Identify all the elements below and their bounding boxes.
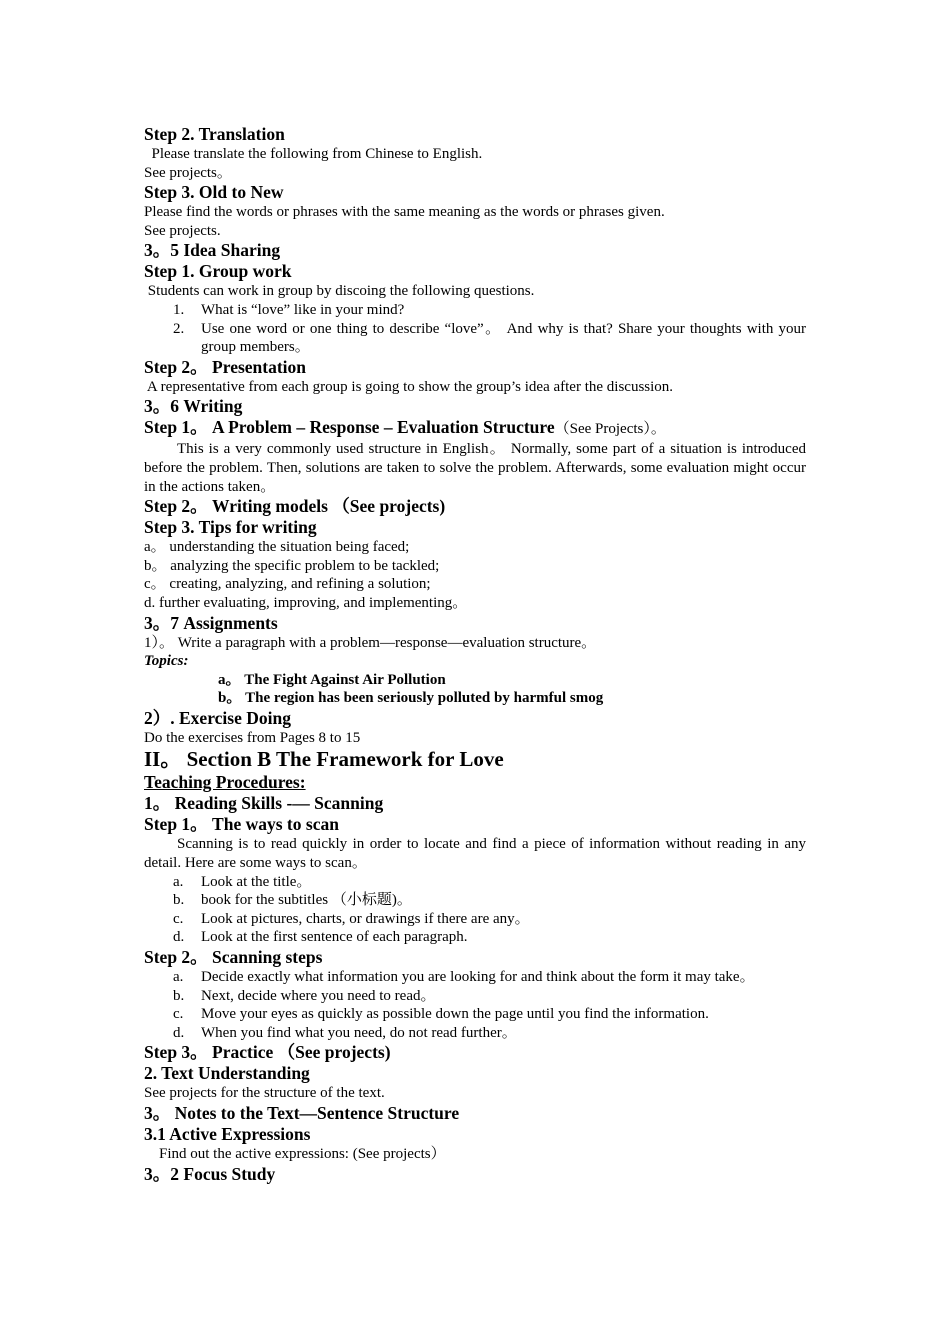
text-line: See projects. [144, 222, 221, 239]
numbered-list [144, 968, 806, 1042]
text-line: A representative from each group is going to show the group’s idea after the discussion. [144, 378, 674, 395]
section-heading [144, 1124, 806, 1145]
heading-text: 3。 Notes to the Text—Sentence Structure [144, 1103, 460, 1123]
section-heading [144, 708, 806, 729]
section-heading [144, 124, 806, 145]
section-heading [144, 947, 806, 968]
text-line: See projects for the structure of the text. [144, 1085, 385, 1102]
text-line: Please translate the following from Chinese to English. [144, 146, 483, 162]
section-heading [144, 613, 806, 634]
text-line: a。 understanding the situation being faced; [144, 539, 410, 556]
list-marker: c. [173, 910, 184, 927]
section-heading [144, 1042, 806, 1063]
list-marker: c. [173, 1006, 184, 1023]
topics-label: Topics: [144, 653, 189, 670]
heading-text: 3。5 Idea Sharing [144, 240, 281, 261]
list-item [144, 968, 806, 987]
list-item-text: Look at the title。 [201, 873, 312, 890]
heading-text: 3.1 Active Expressions [144, 1124, 311, 1144]
section-heading [144, 182, 806, 203]
heading-text: Step 1。 The ways to scan [144, 814, 339, 835]
list-marker: a. [173, 873, 184, 890]
section-heading [144, 417, 806, 440]
list-marker: d. [173, 1024, 185, 1041]
heading-text: 1。 Reading Skills -— Scanning [144, 793, 384, 814]
list-item-text: Look at pictures, charts, or drawings if there are any。 [201, 910, 530, 927]
list-item-text: book for the subtitles （小标题)。 [201, 892, 412, 909]
section-heading [144, 240, 806, 261]
list-item [144, 987, 806, 1006]
heading-note: （See Projects）。 [554, 421, 666, 438]
list-item-text: When you find what you need, do not read further。 [201, 1024, 517, 1041]
underlined-heading: Teaching Procedures: [144, 772, 306, 793]
heading-text: Step 3. Old to New [144, 182, 284, 203]
text-line: See projects。 [144, 164, 232, 181]
section-heading [144, 261, 806, 282]
text-line: Students can work in group by discoing the following questions. [144, 283, 535, 300]
list-item [144, 1024, 806, 1043]
section-heading [144, 517, 806, 538]
section-heading [144, 496, 806, 517]
topic-item: b。 The region has been seriously polluted by harmful smog [218, 690, 604, 707]
list-item [144, 301, 806, 320]
section-title: II。 Section B The Framework for Love [144, 747, 504, 772]
list-item [144, 1005, 806, 1024]
section-heading [144, 396, 806, 417]
heading-text: Step 3。 Practice （See projects) [144, 1042, 391, 1063]
list-item [144, 320, 806, 357]
text-line: 1）。 Write a paragraph with a problem—response—evaluation structure。 [144, 634, 597, 651]
text-line: d. further evaluating, improving, and implementing。 [144, 594, 468, 611]
document-page [144, 124, 806, 1185]
list-item-text: Next, decide where you need to read。 [201, 987, 436, 1004]
list-item-text: What is “love” like in your mind? [201, 301, 405, 318]
heading-text: Step 2。 Presentation [144, 356, 307, 377]
heading-text: Step 1。 A Problem – Response – Evaluation Structure [144, 417, 555, 438]
numbered-list [144, 873, 806, 947]
list-marker: a. [173, 969, 184, 986]
section-heading [144, 1164, 806, 1185]
text-line: b。 analyzing the specific problem to be tackled; [144, 557, 440, 574]
paragraph: Scanning is to read quickly in order to locate and find a piece of information without reading in any detail. Here are some ways to scan。 [144, 836, 806, 872]
list-marker: 2. [173, 320, 185, 337]
heading-text: Step 2. Translation [144, 124, 285, 144]
heading-text: 2）. Exercise Doing [144, 707, 291, 728]
list-item-text: Move your eyes as quickly as possible down the page until you find the information. [201, 1006, 709, 1023]
heading-text: 2. Text Understanding [144, 1063, 310, 1084]
list-item [144, 873, 806, 892]
list-marker: d. [173, 929, 185, 946]
heading-text: Step 3. Tips for writing [144, 517, 317, 538]
list-marker: b. [173, 987, 185, 1004]
list-item-text: Decide exactly what information you are looking for and think about the form it may take。 [201, 969, 755, 986]
heading-text: Step 1. Group work [144, 261, 292, 282]
list-marker: b. [173, 892, 185, 909]
section-heading [144, 814, 806, 835]
topic-item: a。 The Fight Against Air Pollution [218, 671, 446, 688]
section-heading [144, 1103, 806, 1124]
list-item [144, 891, 806, 910]
paragraph: This is a very commonly used structure in English。 Normally, some part of a situation is introduced before the problem. Then, solutions are taken to solve the problem. Afterwards, some evaluation might occur in the actions taken。 [144, 441, 806, 495]
list-item [144, 928, 806, 947]
list-item-text: Use one word or one thing to describe “love”。 And why is that? Share your thoughts with your group members。 [201, 320, 806, 356]
text-line: c。 creating, analyzing, and refining a solution; [144, 576, 431, 593]
section-heading [144, 357, 806, 378]
text-line: Please find the words or phrases with the same meaning as the words or phrases given. [144, 204, 665, 221]
heading-text: 3。6 Writing [144, 396, 243, 417]
list-item-text: Look at the first sentence of each paragraph. [201, 929, 468, 946]
list-marker: 1. [173, 301, 185, 318]
heading-text: 3。7 Assignments [144, 612, 278, 633]
text-line: Find out the active expressions: (See projects） [144, 1146, 446, 1162]
numbered-list [144, 301, 806, 357]
section-heading [144, 793, 806, 814]
text-line: Do the exercises from Pages 8 to 15 [144, 729, 361, 746]
heading-text: 3。2 Focus Study [144, 1163, 276, 1184]
section-heading [144, 1063, 806, 1084]
list-item [144, 910, 806, 929]
heading-text: Step 2。 Writing models （See projects) [144, 496, 446, 517]
heading-text: Step 2。 Scanning steps [144, 947, 323, 968]
